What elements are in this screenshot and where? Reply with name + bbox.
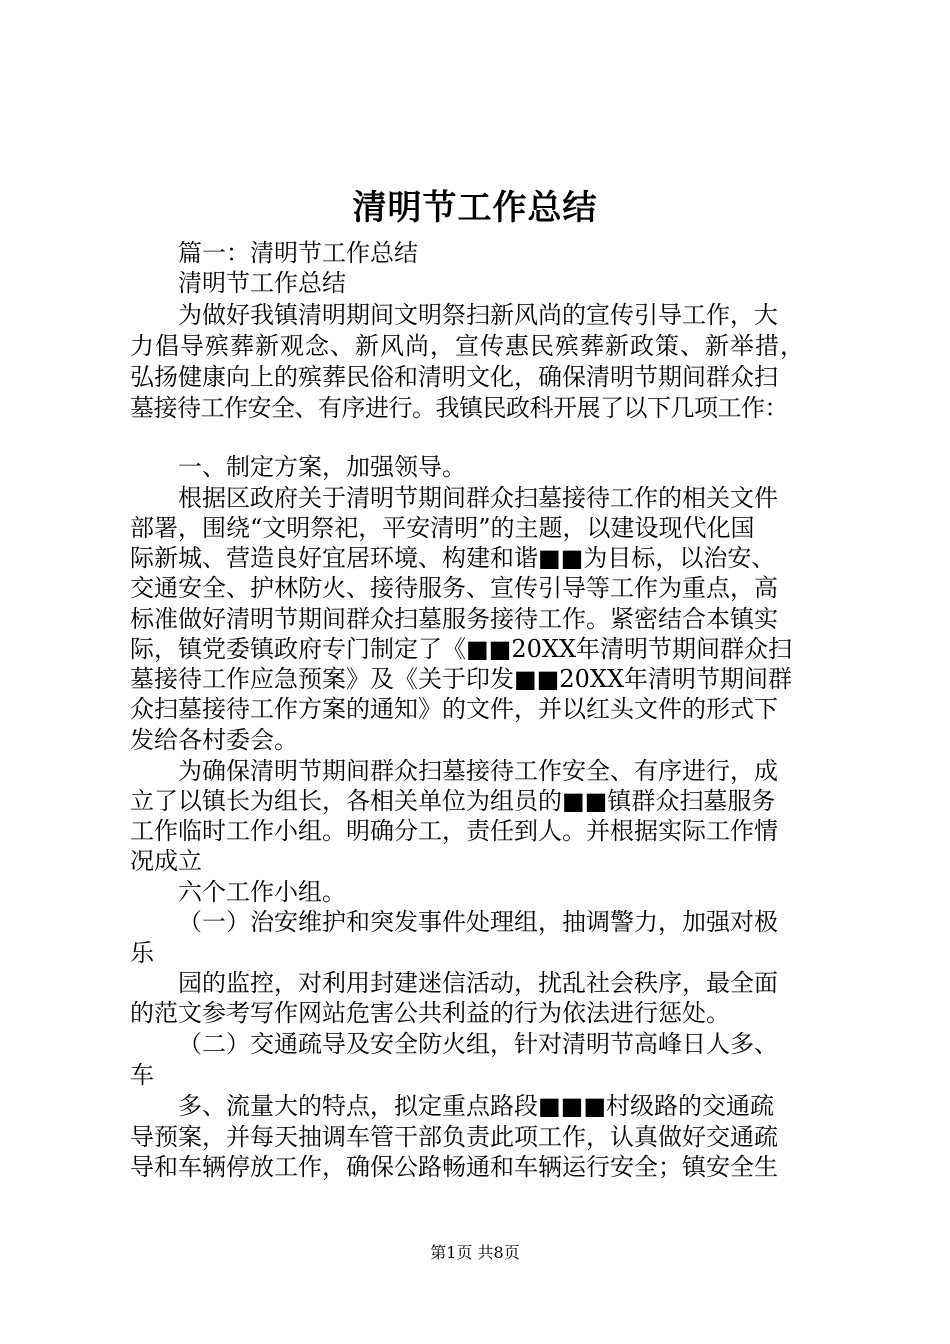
body-line: 园的监控，对利用封建迷信活动，扰乱社会秩序，最全面 — [178, 969, 778, 997]
body-line: 六个工作小组。 — [178, 878, 346, 906]
body-line: 篇一：清明节工作总结 — [178, 239, 418, 267]
body-line: 的范文参考写作网站危害公共利益的行为依法进行惩处。 — [130, 999, 730, 1027]
body-line: （二）交通疏导及安全防火组，针对清明节高峰日人多、 — [178, 1030, 778, 1058]
body-line: 为确保清明节期间群众扫墓接待工作安全、有序进行，成 — [178, 757, 778, 785]
body-line: 导和车辆停放工作，确保公路畅通和车辆运行安全；镇安全生 — [130, 1153, 778, 1181]
page-footer: 第1页 共8页 — [430, 1243, 520, 1262]
body-line: 墓接待工作安全、有序进行。我镇民政科开展了以下几项工作： — [130, 394, 788, 422]
body-line: 根据区政府关于清明节期间群众扫墓接待工作的相关文件 — [178, 484, 778, 512]
section-heading: 一、制定方案，加强领导。 — [178, 453, 466, 481]
body-line: 多、流量大的特点，拟定重点路段■■■村级路的交通疏 — [178, 1092, 775, 1120]
body-line: 立了以镇长为组长，各相关单位为组员的■■镇群众扫墓服务 — [130, 787, 776, 815]
body-line: 力倡导殡葬新观念、新风尚，宣传惠民殡葬新政策、新举措， — [130, 332, 805, 360]
body-line: 清明节工作总结 — [178, 269, 346, 297]
document-title: 清明节工作总结 — [352, 188, 598, 228]
body-line: 导预案，并每天抽调车管干部负责此项工作，认真做好交通疏 — [130, 1123, 778, 1151]
body-line: 为做好我镇清明期间文明祭扫新风尚的宣传引导工作，大 — [178, 301, 778, 329]
body-line: 交通安全、护林防火、接待服务、宣传引导等工作为重点，高 — [130, 574, 778, 602]
body-line: 工作临时工作小组。明确分工，责任到人。并根据实际工作情 — [130, 817, 778, 845]
body-line: 际，镇党委镇政府专门制定了《■■20XX年清明节期间群众扫 — [130, 635, 793, 663]
body-line: 众扫墓接待工作方案的通知》的文件，并以红头文件的形式下 — [130, 695, 778, 723]
body-line: 车 — [130, 1061, 154, 1089]
body-line: 部署，围绕“文明祭祀，平安清明”的主题，以建设现代化国 — [130, 514, 755, 542]
body-line: 墓接待工作应急预案》及《关于印发■■20XX年清明节期间群 — [130, 665, 793, 693]
body-line: （一）治安维护和突发事件处理组，抽调警力，加强对极 — [178, 908, 778, 936]
body-line: 况成立 — [130, 847, 202, 875]
body-line: 标准做好清明节期间群众扫墓服务接待工作。紧密结合本镇实 — [130, 605, 778, 633]
body-line: 乐 — [130, 939, 154, 967]
body-line: 弘扬健康向上的殡葬民俗和清明文化，确保清明节期间群众扫 — [130, 363, 778, 391]
body-line: 发给各村委会。 — [130, 726, 298, 754]
body-line: 际新城、营造良好宜居环境、构建和谐■■为目标，以治安、 — [130, 544, 776, 572]
